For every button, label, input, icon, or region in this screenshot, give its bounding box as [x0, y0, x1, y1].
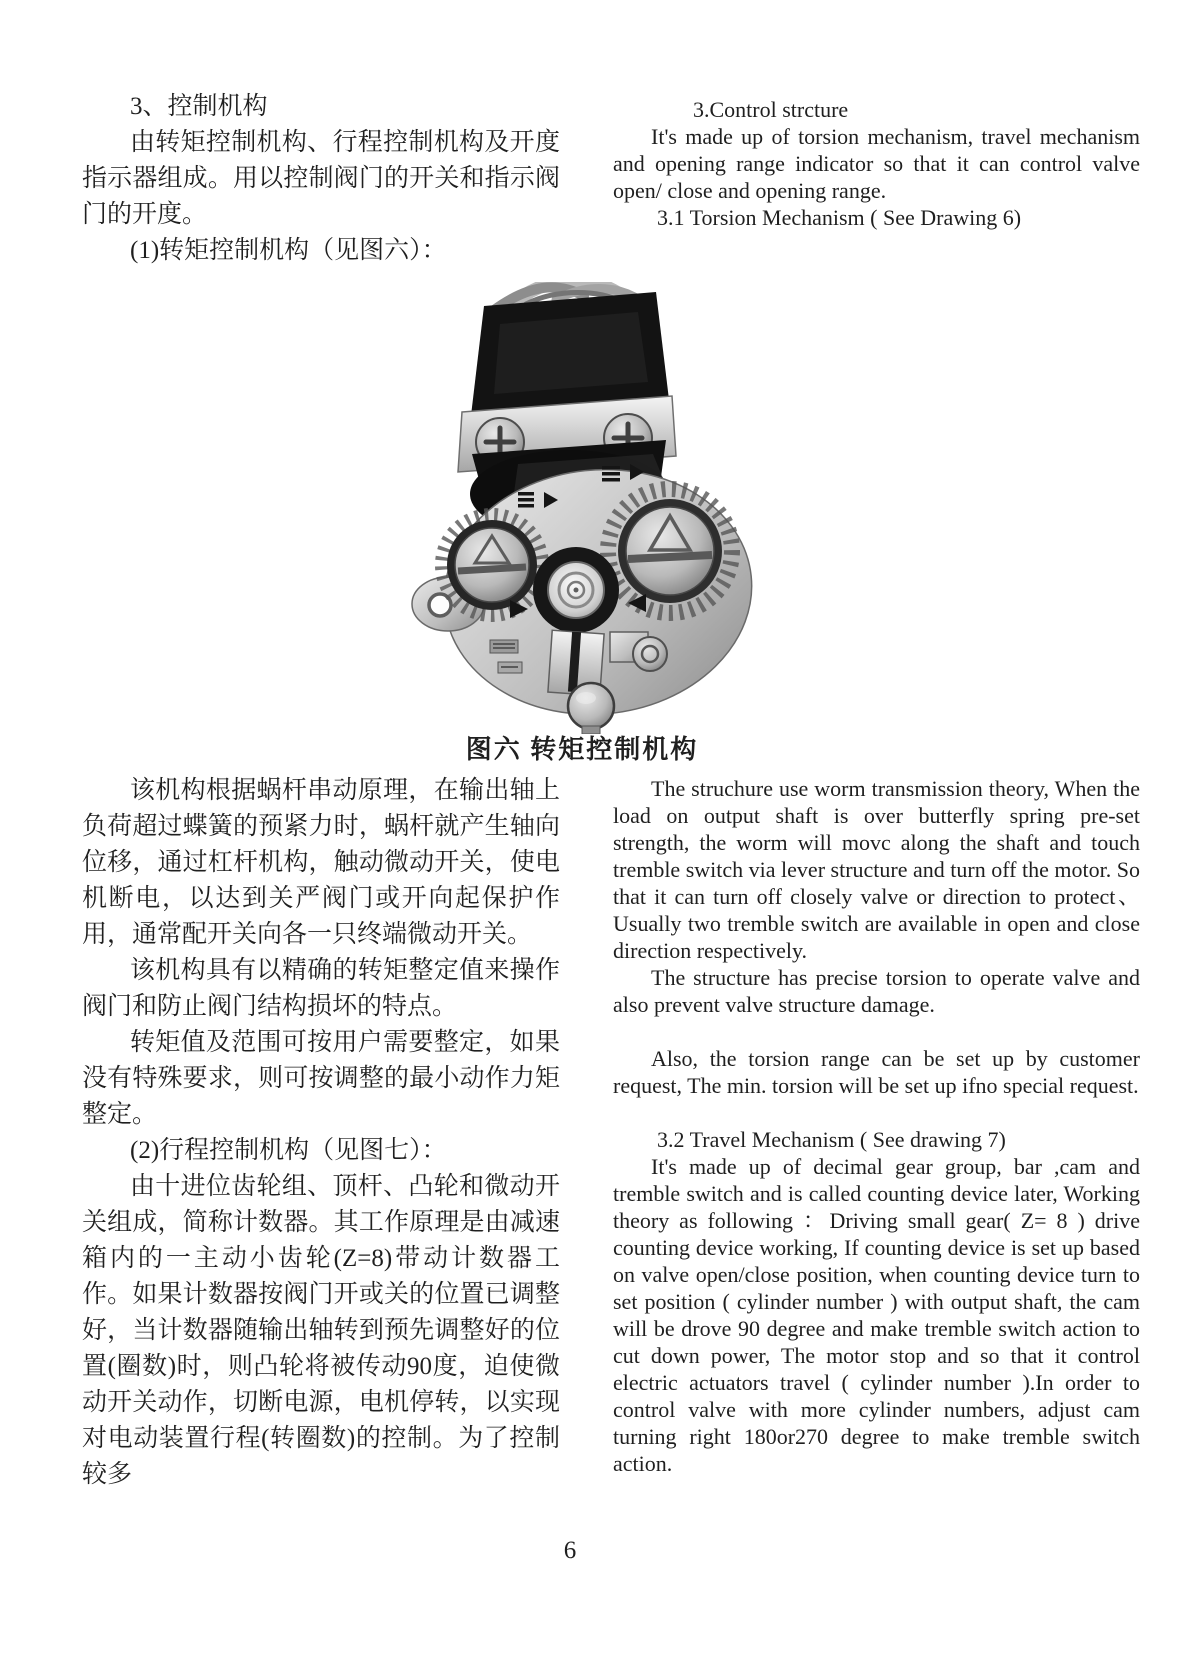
travel-paragraph-cn: 由十进位齿轮组、顶杆、凸轮和微动开关组成，简称计数器。其工作原理是由减速箱内的一主动小齿轮(Z=8)带动计数器工作。如果计数器按阀门开或关的位置已调整好，当计数器随输出轴转到预先调整好的位置(圈数)时，则凸轮将被传动90度，迫使微动开关动作，切断电源，电机停转，以实现对电动装置行程(转圈数)的控制。为了控制较多	[82, 1173, 560, 1488]
torsion-paragraph2-en: The structure has precise torsion to operate valve and also prevent valve structure damage.	[613, 965, 1140, 1017]
torsion-paragraph1-cn: 该机构根据蜗杆串动原理，在输出轴上负荷超过蝶簧的预紧力时，蜗杆就产生轴向位移，通过杠杆机构，触动微动开关，使电机断电，以达到关严阀门或开向起保护作用，通常配开关向各一只终端微动开关。	[82, 777, 560, 948]
left-column-bottom	[82, 773, 560, 1493]
item2-title-cn: (2)行程控制机构（见图七）：	[130, 1137, 447, 1164]
intro-paragraph-en: It's made up of torsion mechanism, travel mechanism and opening range indicator so that it can control valve open/ close and opening range.	[613, 124, 1140, 203]
travel-paragraph-en: It's made up of decimal gear group, bar ,cam and tremble switch and is called counting device later, Working theory as following ：Driving small gear( Z= 8 ) drive counting device working, If counting device is set up based on valve open/close position, when counting device turn to set position ( cylinder number ) with output shaft, the cam will be drove 90 degree and make tremble switch action to cut down power, The motor stop and so that it control electric actuators travel ( cylinder number ).In order to control valve with more cylinder numbers, adjust cam turning right 180or270 degree to make tremble switch action.	[613, 1154, 1140, 1476]
torsion-paragraph2-cn: 该机构具有以精确的转矩整定值来操作阀门和防止阀门结构损坏的特点。	[82, 957, 560, 1020]
right-dial	[618, 499, 722, 603]
right-column-bottom	[613, 775, 1140, 1477]
torsion-paragraph3-en: Also, the torsion range can be set up by customer request, The min. torsion will be set up ifno special request.	[613, 1046, 1140, 1098]
torsion-paragraph1-en: The struchure use worm transmission theory, When the load on output shaft is over butterfly spring pre-set strength, the worm will movc along the shaft and touch tremble switch via lever structure and turn off the motor. So that it can turn off closely valve or direction to protect、Usually two tremble switch are available in open and close direction respectively.	[613, 776, 1140, 963]
subheading-torsion-en: 3.1 Torsion Mechanism ( See Drawing 6)	[657, 205, 1022, 230]
page-number: 6	[563, 1537, 577, 1564]
left-column-top	[82, 89, 560, 269]
section-heading-en: 3.Control strcture	[693, 97, 849, 122]
right-column-top	[613, 96, 1140, 231]
left-dial	[447, 520, 537, 610]
intro-paragraph-cn: 由转矩控制机构、行程控制机构及开度指示器组成。用以控制阀门的开关和指示阀门的开度。	[82, 129, 560, 228]
figure-caption: 图六 转矩控制机构	[465, 735, 699, 764]
torque-mechanism-photo	[398, 282, 800, 734]
subheading-travel-en: 3.2 Travel Mechanism ( See drawing 7)	[657, 1127, 1006, 1152]
center-hub	[533, 547, 619, 633]
section-heading-cn: 3、控制机构	[130, 93, 268, 120]
item1-title-cn: (1)转矩控制机构（见图六）：	[130, 237, 447, 264]
figure-six	[398, 282, 800, 734]
bottom-knob	[568, 683, 614, 734]
torsion-paragraph3-cn: 转矩值及范围可按用户需要整定，如果没有特殊要求，则可按调整的最小动作力矩整定。	[82, 1029, 560, 1128]
